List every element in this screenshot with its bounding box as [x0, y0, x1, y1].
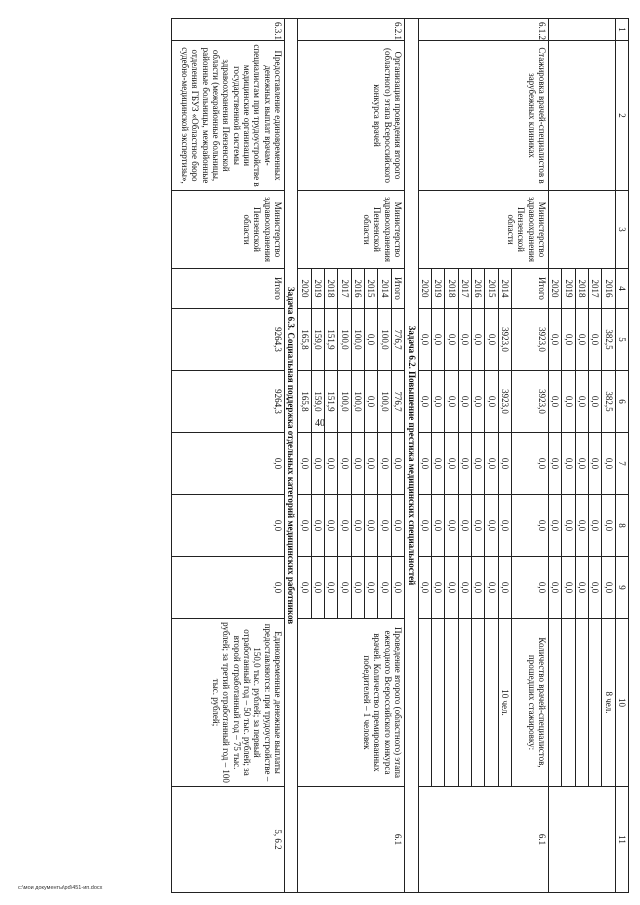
- column-header: 3: [615, 191, 628, 269]
- value-cell: 159,0: [311, 371, 324, 433]
- table-row: [602, 19, 615, 893]
- result-cell: 8 чел.: [602, 619, 615, 787]
- year-cell: Итого: [391, 269, 404, 309]
- empty-cell: [548, 41, 615, 191]
- table-row: [511, 19, 548, 893]
- value-cell: 0,0: [562, 557, 575, 619]
- result-cell: Единовременные денежные выплаты предоставляются: при трудоустройстве – 150,0 тыс. рублей; за первый отработанный год – 50 тыс. рублей; за второй отработанный год – 75 тыс. рублей; за третий отработанный год – 100 тыс. рублей;: [172, 619, 285, 787]
- column-header: 11: [615, 787, 628, 893]
- value-cell: 0,0: [365, 433, 378, 495]
- value-cell: 0,0: [445, 309, 458, 371]
- empty-cell: [445, 619, 458, 787]
- value-cell: 3923,0: [498, 309, 511, 371]
- value-cell: 0,0: [485, 309, 498, 371]
- column-header: 2: [615, 41, 628, 191]
- value-cell: 0,0: [378, 433, 391, 495]
- value-cell: 165,8: [298, 309, 311, 371]
- item-name: Организация проведения второго (областного) этапа Всероссийского конкурса врачей: [298, 41, 405, 191]
- value-cell: 165,8: [298, 371, 311, 433]
- task-heading: Задача 6.3. Социальная поддержка отдельных категорий медицинских работников: [285, 19, 298, 893]
- value-cell: 776,7: [391, 371, 404, 433]
- value-cell: 0,0: [172, 557, 285, 619]
- value-cell: 0,0: [588, 371, 601, 433]
- value-cell: 0,0: [498, 557, 511, 619]
- empty-cell: [418, 619, 431, 787]
- value-cell: 0,0: [391, 495, 404, 557]
- value-cell: 0,0: [325, 495, 338, 557]
- value-cell: 0,0: [562, 309, 575, 371]
- result-cell: [575, 619, 588, 787]
- value-cell: 0,0: [311, 433, 324, 495]
- value-cell: 0,0: [548, 371, 561, 433]
- table-row: [391, 19, 404, 893]
- year-cell: 2018: [445, 269, 458, 309]
- executor: Министерство здравоохранения Пензенской области: [298, 191, 405, 269]
- value-cell: 100,0: [351, 309, 364, 371]
- value-cell: 0,0: [418, 371, 431, 433]
- year-cell: 2019: [562, 269, 575, 309]
- result-cell: [562, 619, 575, 787]
- empty-cell: [548, 191, 615, 269]
- value-cell: 0,0: [471, 495, 484, 557]
- value-cell: 0,0: [562, 371, 575, 433]
- empty-cell: [458, 619, 471, 787]
- file-path: c:\мои документы\pd\451-ип.docx: [18, 885, 103, 891]
- year-cell: 2020: [548, 269, 561, 309]
- goal-cell: 6.1: [298, 787, 405, 893]
- program-table: [171, 18, 629, 893]
- value-cell: 0,0: [485, 433, 498, 495]
- value-cell: 0,0: [418, 557, 431, 619]
- value-cell: 0,0: [445, 433, 458, 495]
- column-header: 6: [615, 371, 628, 433]
- value-cell: 151,9: [325, 309, 338, 371]
- value-cell: 382,5: [602, 371, 615, 433]
- goal-cell: 5, 6.2: [172, 787, 285, 893]
- goal-cell: 6.1: [418, 787, 548, 893]
- value-cell: 3923,0: [511, 371, 548, 433]
- value-cell: 0,0: [575, 557, 588, 619]
- value-cell: 0,0: [338, 495, 351, 557]
- value-cell: 0,0: [431, 557, 444, 619]
- year-cell: 2014: [378, 269, 391, 309]
- table-row: [172, 19, 285, 893]
- value-cell: 0,0: [445, 495, 458, 557]
- header-row: [615, 19, 628, 893]
- value-cell: 100,0: [351, 371, 364, 433]
- year-cell: 2017: [338, 269, 351, 309]
- value-cell: 0,0: [378, 495, 391, 557]
- year-cell: 2016: [471, 269, 484, 309]
- value-cell: 0,0: [298, 557, 311, 619]
- value-cell: 0,0: [458, 557, 471, 619]
- empty-cell: [548, 19, 615, 41]
- value-cell: 0,0: [431, 433, 444, 495]
- value-cell: 100,0: [338, 309, 351, 371]
- section-row: [405, 19, 418, 893]
- value-cell: 0,0: [351, 433, 364, 495]
- value-cell: 0,0: [431, 371, 444, 433]
- column-header: 4: [615, 269, 628, 309]
- value-cell: 0,0: [391, 557, 404, 619]
- value-cell: 0,0: [365, 309, 378, 371]
- value-cell: 151,9: [325, 371, 338, 433]
- year-cell: 2020: [418, 269, 431, 309]
- year-cell: Итого: [511, 269, 548, 309]
- value-cell: 0,0: [378, 557, 391, 619]
- year-cell: 2016: [351, 269, 364, 309]
- value-cell: 0,0: [511, 495, 548, 557]
- executor: Министерство здравоохранения Пензенской области: [172, 191, 285, 269]
- value-cell: 0,0: [588, 557, 601, 619]
- column-header: 7: [615, 433, 628, 495]
- task-heading: Задача 6.2. Повышение престижа медицинских специальностей: [405, 19, 418, 893]
- value-cell: 0,0: [458, 433, 471, 495]
- year-cell: 2019: [311, 269, 324, 309]
- year-cell: 2018: [325, 269, 338, 309]
- value-cell: 0,0: [562, 433, 575, 495]
- value-cell: 0,0: [498, 433, 511, 495]
- value-cell: 0,0: [588, 309, 601, 371]
- value-cell: 0,0: [548, 433, 561, 495]
- value-cell: 0,0: [351, 495, 364, 557]
- executor: Министерство здравоохранения Пензенской области: [418, 191, 548, 269]
- result-cell: [548, 619, 561, 787]
- column-header: 5: [615, 309, 628, 371]
- year-cell: 2017: [458, 269, 471, 309]
- year-cell: 2018: [575, 269, 588, 309]
- value-cell: 0,0: [431, 495, 444, 557]
- value-cell: 0,0: [602, 433, 615, 495]
- value-cell: 0,0: [511, 557, 548, 619]
- value-cell: 0,0: [485, 495, 498, 557]
- value-cell: 0,0: [588, 433, 601, 495]
- value-cell: 382,5: [602, 309, 615, 371]
- value-cell: 0,0: [458, 495, 471, 557]
- value-cell: 0,0: [431, 309, 444, 371]
- value-cell: 0,0: [325, 433, 338, 495]
- result-cell: 10 чел.: [498, 619, 511, 787]
- value-cell: 0,0: [418, 433, 431, 495]
- value-cell: 0,0: [471, 433, 484, 495]
- value-cell: 0,0: [471, 557, 484, 619]
- value-cell: 100,0: [378, 371, 391, 433]
- result-cell: Проведение второго (областного) этапа ежегодного Всероссийского конкурса врачей. Количество премированных победителей – 1 человек: [298, 619, 405, 787]
- value-cell: 0,0: [458, 371, 471, 433]
- year-cell: 2017: [588, 269, 601, 309]
- value-cell: 0,0: [575, 371, 588, 433]
- value-cell: 0,0: [365, 495, 378, 557]
- rotated-table-wrapper: [61, 18, 629, 892]
- value-cell: 0,0: [338, 557, 351, 619]
- value-cell: 0,0: [575, 309, 588, 371]
- value-cell: 0,0: [418, 495, 431, 557]
- footer: [0, 885, 640, 899]
- value-cell: 0,0: [458, 309, 471, 371]
- value-cell: 0,0: [445, 371, 458, 433]
- item-number: 6.1.2: [418, 19, 548, 41]
- value-cell: 0,0: [548, 309, 561, 371]
- value-cell: 0,0: [575, 433, 588, 495]
- result-cell: Количество врачей-специалистов, прошедших стажировку:: [511, 619, 548, 787]
- value-cell: 0,0: [588, 495, 601, 557]
- value-cell: 0,0: [575, 495, 588, 557]
- value-cell: 0,0: [471, 309, 484, 371]
- column-header: 10: [615, 619, 628, 787]
- value-cell: 0,0: [338, 433, 351, 495]
- column-header: 9: [615, 557, 628, 619]
- year-cell: 2014: [498, 269, 511, 309]
- item-number: 6.2.1: [298, 19, 405, 41]
- value-cell: 0,0: [418, 309, 431, 371]
- year-cell: 2020: [298, 269, 311, 309]
- value-cell: 0,0: [485, 371, 498, 433]
- year-cell: 2015: [485, 269, 498, 309]
- column-header: 8: [615, 495, 628, 557]
- value-cell: 0,0: [365, 371, 378, 433]
- value-cell: 0,0: [351, 557, 364, 619]
- empty-cell: [548, 787, 615, 893]
- year-cell: Итого: [172, 269, 285, 309]
- value-cell: 0,0: [172, 433, 285, 495]
- year-cell: 2015: [365, 269, 378, 309]
- value-cell: 3923,0: [498, 371, 511, 433]
- value-cell: 0,0: [511, 433, 548, 495]
- empty-cell: [485, 619, 498, 787]
- year-cell: 2016: [602, 269, 615, 309]
- section-row: [285, 19, 298, 893]
- value-cell: 0,0: [445, 557, 458, 619]
- value-cell: 100,0: [378, 309, 391, 371]
- value-cell: 0,0: [602, 557, 615, 619]
- item-number: 6.3.1: [172, 19, 285, 41]
- value-cell: 0,0: [562, 495, 575, 557]
- year-cell: 2019: [431, 269, 444, 309]
- value-cell: 9264,3: [172, 371, 285, 433]
- value-cell: 0,0: [298, 495, 311, 557]
- value-cell: 9264,3: [172, 309, 285, 371]
- item-name: Предоставление единовременных денежных выплат врачам-специалистам при трудоустройстве в медицинские организации государственной системы здравоохранения Пензенской области (межрайонные больницы, районные больницы, межрайонные отделения ГБУЗ «Областное бюро судебно-медицинской экспертизы»,: [172, 41, 285, 191]
- value-cell: 159,0: [311, 309, 324, 371]
- result-cell: [588, 619, 601, 787]
- value-cell: 0,0: [365, 557, 378, 619]
- item-name: Стажировка врачей-специалистов в зарубежных клиниках: [418, 41, 548, 191]
- value-cell: 0,0: [471, 371, 484, 433]
- value-cell: 100,0: [338, 371, 351, 433]
- value-cell: 0,0: [311, 495, 324, 557]
- value-cell: 0,0: [325, 557, 338, 619]
- value-cell: 0,0: [485, 557, 498, 619]
- value-cell: 0,0: [298, 433, 311, 495]
- value-cell: 3923,0: [511, 309, 548, 371]
- value-cell: 0,0: [548, 557, 561, 619]
- page-number: 40: [315, 418, 325, 429]
- value-cell: 776,7: [391, 309, 404, 371]
- value-cell: 0,0: [602, 495, 615, 557]
- column-header: 1: [615, 19, 628, 41]
- value-cell: 0,0: [548, 495, 561, 557]
- value-cell: 0,0: [391, 433, 404, 495]
- value-cell: 0,0: [311, 557, 324, 619]
- empty-cell: [431, 619, 444, 787]
- value-cell: 0,0: [498, 495, 511, 557]
- empty-cell: [471, 619, 484, 787]
- value-cell: 0,0: [172, 495, 285, 557]
